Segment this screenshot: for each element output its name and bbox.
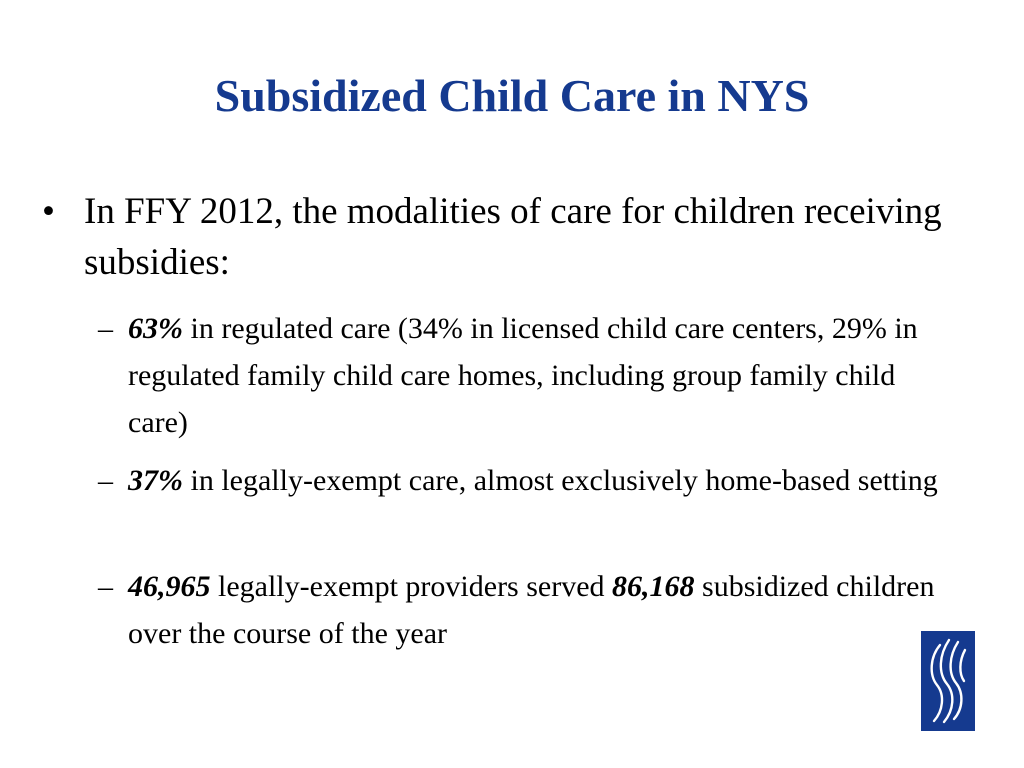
sub-bullet-providers-served bbox=[96, 563, 956, 657]
sub-bullet-regulated-care bbox=[96, 305, 956, 446]
sub-bullet-legally-exempt-care bbox=[96, 457, 956, 504]
emphasis-percent: 63% bbox=[128, 312, 183, 345]
emphasis-children: 86,168 bbox=[612, 570, 695, 603]
emphasis-percent: 37% bbox=[128, 464, 183, 497]
sub-bullet-body: in regulated care (34% in licensed child care centers, 29% in regulated family child care homes, including group family child care) bbox=[128, 312, 918, 439]
main-bullet-text: In FFY 2012, the modalities of care for children receiving subsidies: bbox=[84, 191, 942, 283]
sub-bullet-body: legally-exempt providers served bbox=[210, 570, 613, 603]
dash-marker: – bbox=[98, 312, 113, 345]
organization-logo-icon bbox=[921, 631, 975, 731]
sub-bullet-text bbox=[128, 563, 956, 657]
dash-marker: – bbox=[98, 570, 113, 603]
sub-bullet-body-end: subsidized children over the course of the year bbox=[128, 570, 935, 650]
dash-marker: – bbox=[98, 464, 113, 497]
sub-bullet-text bbox=[128, 305, 956, 446]
sub-bullet-body: in legally-exempt care, almost exclusively home-based setting bbox=[183, 464, 938, 497]
bullet-marker: • bbox=[42, 191, 55, 232]
main-bullet bbox=[36, 186, 981, 288]
slide-title: Subsidized Child Care in NYS bbox=[214, 70, 810, 121]
logo-mark bbox=[921, 631, 975, 731]
sub-bullet-text bbox=[128, 457, 956, 504]
emphasis-providers: 46,965 bbox=[128, 570, 211, 603]
